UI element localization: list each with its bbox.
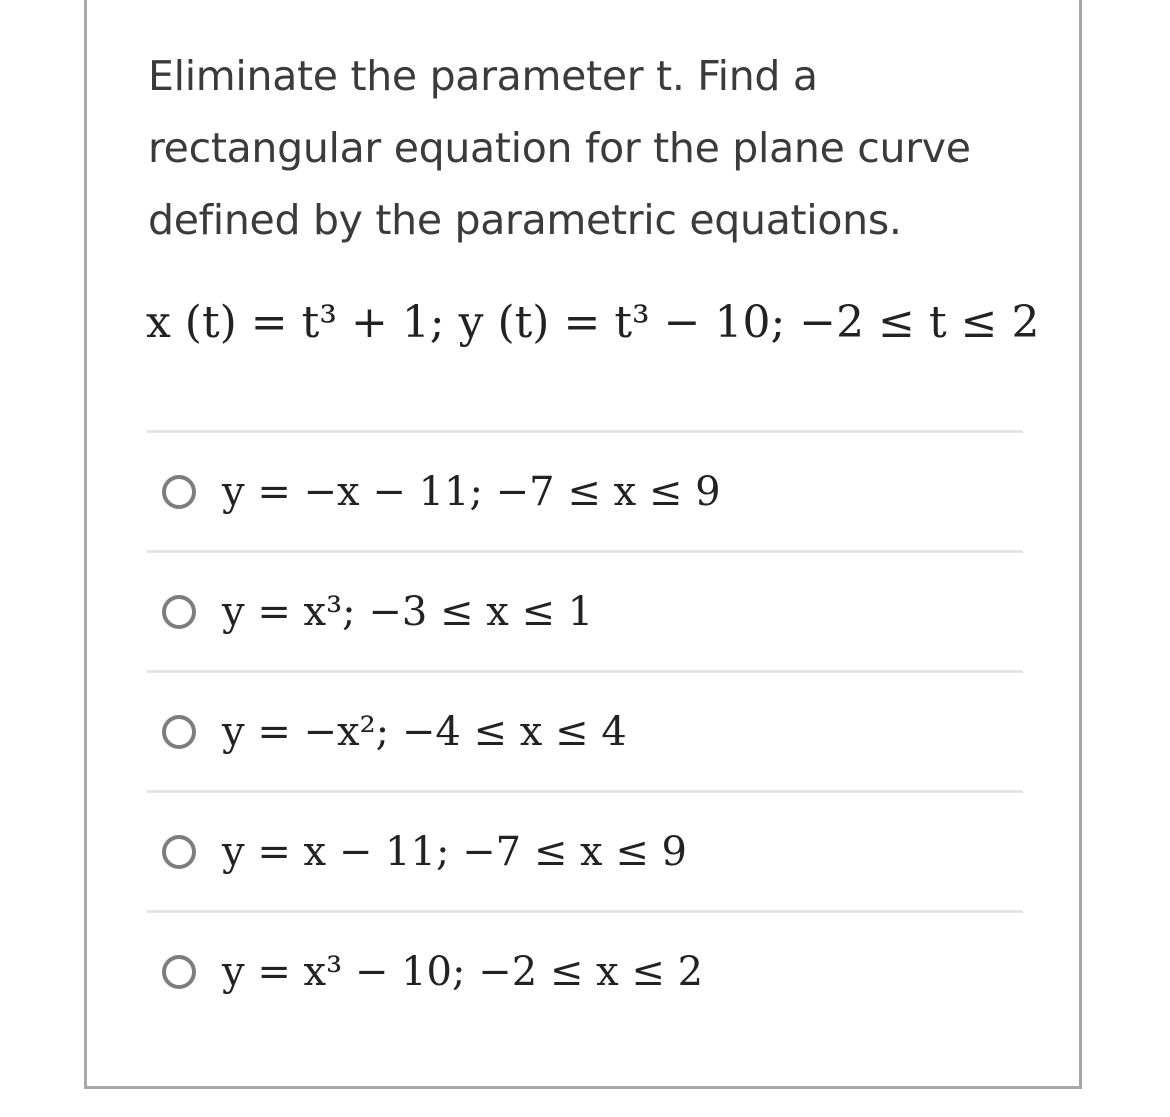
- answer-option-4[interactable]: [147, 790, 1023, 910]
- radio-button[interactable]: [162, 955, 196, 989]
- answer-option-2[interactable]: [147, 550, 1023, 670]
- answer-option-5[interactable]: [147, 910, 1023, 1030]
- answer-option-3[interactable]: [147, 670, 1023, 790]
- answer-options: [147, 430, 1023, 1030]
- answer-option-label: y = −x²; −4 ≤ x ≤ 4: [222, 708, 627, 755]
- answer-option-1[interactable]: [147, 430, 1023, 550]
- answer-option-label: y = x³ − 10; −2 ≤ x ≤ 2: [222, 948, 704, 995]
- radio-button[interactable]: [162, 835, 196, 869]
- question-text: Eliminate the parameter t. Find a rectangular equation for the plane curve defined by the parametric equations.: [148, 52, 971, 244]
- radio-button[interactable]: [162, 475, 196, 509]
- answer-option-label: y = x − 11; −7 ≤ x ≤ 9: [222, 828, 687, 875]
- parametric-equation: x (t) = t³ + 1; y (t) = t³ − 10; −2 ≤ t ≤ 2: [146, 297, 1040, 348]
- answer-option-label: y = x³; −3 ≤ x ≤ 1: [222, 588, 594, 635]
- radio-button[interactable]: [162, 595, 196, 629]
- radio-button[interactable]: [162, 715, 196, 749]
- answer-option-label: y = −x − 11; −7 ≤ x ≤ 9: [222, 468, 721, 515]
